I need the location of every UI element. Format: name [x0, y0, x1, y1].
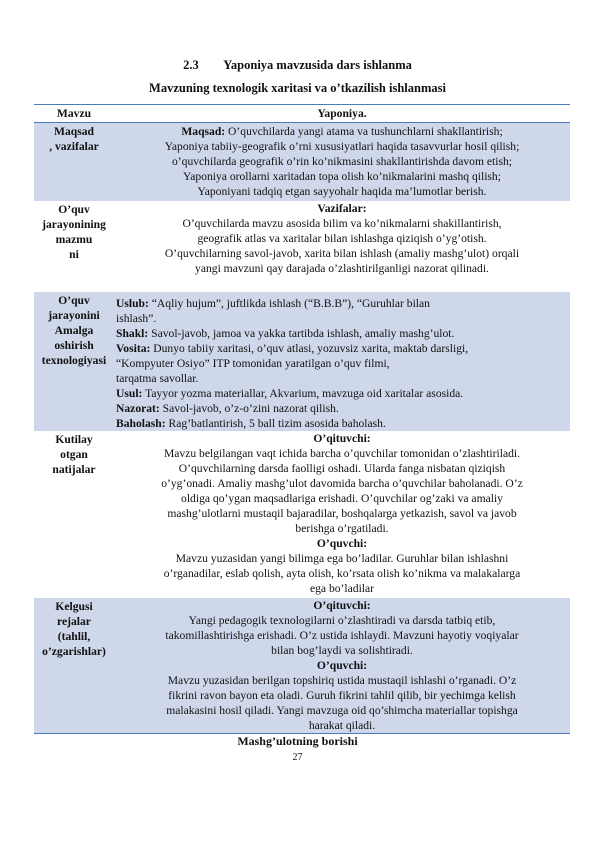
row-process-content [34, 201, 570, 292]
page-number: 27 [292, 752, 303, 763]
row-goals-content: Maqsad: O’quvchilarda yangi atama va tushunchlarni shakllantirish; Yaponiya tabiiy-geografik o’rni xususiyatlari haqida tasavvurlar hosil qilish; o’quvchilarda geografik o’rin ko’nikmasini shakllantirishda davom etish; Yaponiya orollarni xaritadan topa olish ko’nikmalarini mashq qilish; Yaponiyani tadqiq etgan sayyohalr haqida ma’lumotlar berish. [164, 125, 520, 198]
lesson-flow-title: Mashg’ulotning borishi [237, 734, 358, 748]
row-results [34, 431, 570, 598]
row-goals-label: Maqsad , vazifalar [49, 125, 99, 153]
row-process-text: Vazifalar: O’quvchilarda mavzu asosida bilim va ko’nikmalarni shakillantirish, geografik atlas va xaritalar bilan ishlashga qiziqish o’yg’otish. O’quvchilarning savol-javob, xarita bilan ishlash (amaliy mashg’ulot) orqali yangi mavzuni qay darajada o’zlashtirilganligi nazorat qilinadi. [164, 202, 520, 275]
row-technology-label: O’quv jarayonini Amalga oshirish texnologiyasi [41, 294, 107, 367]
header-right-cell: Yaponiya. [317, 107, 367, 120]
row-future-plans-text: O’qituvchi: Yangi pedagogik texnologilarni o’zlashtiradi va darsda tatbiq etib, takomillashtirishga erishadi. O’z ustida ishlaydi. Mavzuni hayotiy voqiyalar bilan bog’laydi va solishtiradi. O’quvchi: Mavzu yuzasidan berilgan topshiriq ustida mustaqil ishlashi o’rganadi. O’z fikrini ravon bayon eta oladi. Guruh fikrini tahlil qilib, bir yechimga kelish malakasini hosil qiladi. Yangi mavzuga oid qo’shimcha materiallar topishga harakat qiladi. [165, 599, 519, 732]
row-future-plans [34, 598, 570, 734]
row-technology-text: Uslub: “Aqliy hujum”, juftlikda ishlash (“B.B.B”), “Guruhlar bilan ishlash”. Shakl: Savol-javob, jamoa va yakka tartibda ishlash, amaliy mashg’ulot. Vosita: Dunyo tabiiy xaritasi, o’quv atlasi, yozuvsiz xarita, maktab darsligi, “Kompyuter Osiyo” ITP tomonidan yaratilgan o’quv filmi, tarqatma savollar. Usul: Tayyor yozma materiallar, Akvarium, mavzuga oid xaritalar asosida. Nazorat: Savol-javob, o’z-o’zini nazorat qilish. Baholash: Rag’batlantirish, 5 ball tizim asosida baholash. [116, 297, 469, 430]
table-title: Mavzuning texnologik xaritasi va o’tkazilish ishlanmasi [149, 81, 446, 95]
header-left-cell: Mavzu [56, 107, 92, 120]
row-process-label: O’quv jarayonining mazmu ni [42, 203, 106, 261]
row-future-plans-label: Kelgusi rejalar (tahlil, o’zgarishlar) [42, 600, 106, 658]
row-results-text: O’qituvchi: Mavzu belgilangan vaqt ichida barcha o’quvchilar tomonidan o’zlashtiriladi. O’quvchilarning darsda faolligi oshadi. Ularda fanga nisbatan qiziqish o’yg’onadi. Amaliy mashg’ulot davomida barcha o’quvchilar baholanadi. O’z oldiga qo’ygan maqsadlariga erishadi. O’quvchilar og’zaki va amaliy mashg’ulotlarni mustaqil bajaradilar, boshqalarga yetkazish, savol va javob berishga o’rgatiladi. O’quvchi: Mavzu yuzasidan yangi bilimga ega bo’ladilar. Guruhlar bilan ishlashni o’rganadilar, eslab qolish, ayta olish, ko’rsata olish ko’nikma va malakalarga ega bo’ladilar [161, 432, 523, 595]
section-heading: 2.3 Yaponiya mavzusida dars ishlanma [183, 58, 412, 72]
row-results-label: Kutilay otgan natijalar [52, 433, 96, 476]
technology-map-table [34, 104, 570, 734]
row-technology [34, 292, 570, 431]
row-goals [34, 123, 570, 202]
table-header-row [34, 105, 570, 123]
